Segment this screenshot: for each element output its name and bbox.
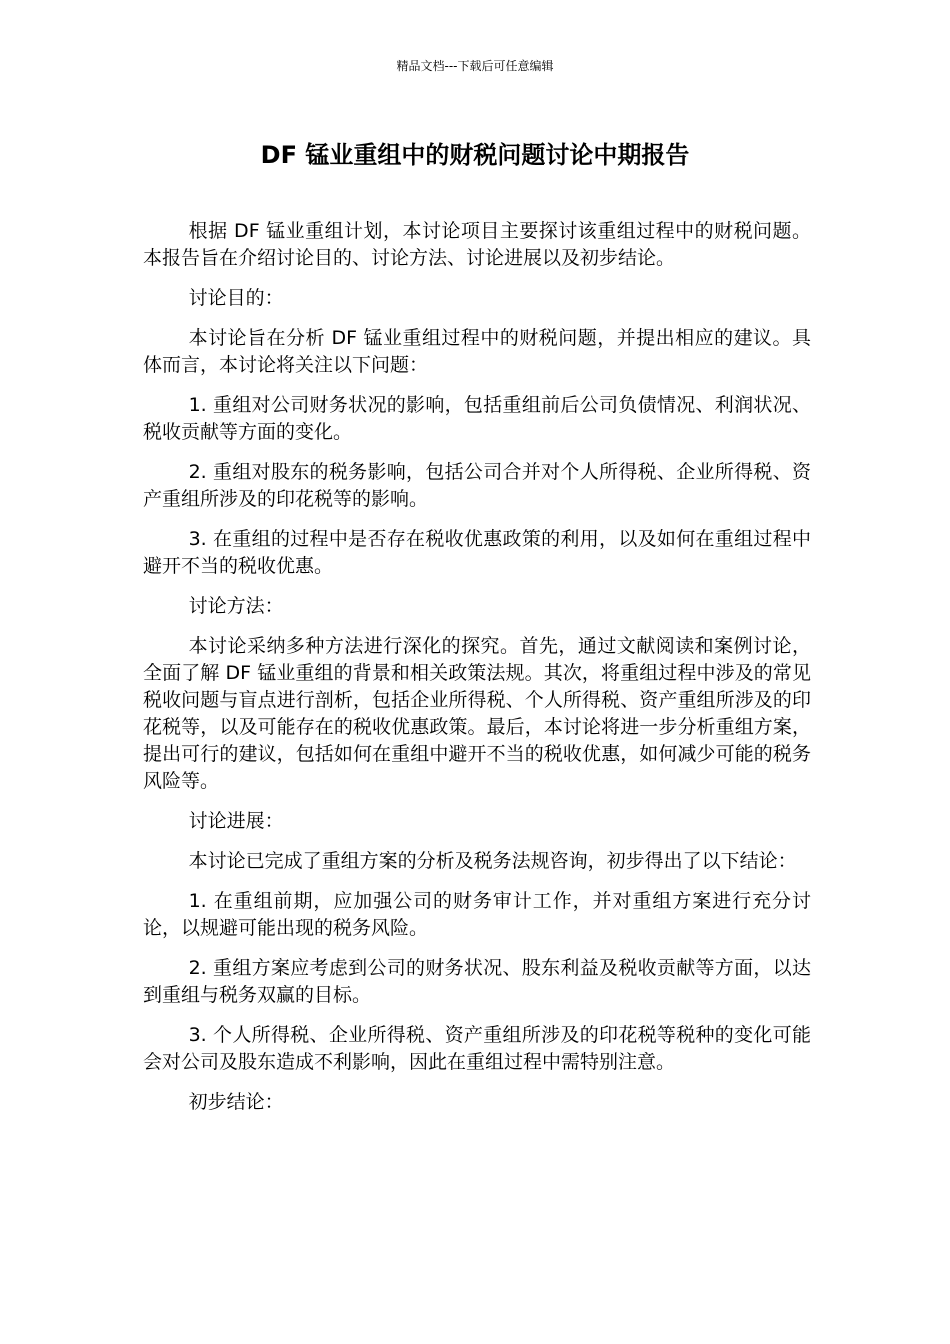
document-title: DF 锰业重组中的财税问题讨论中期报告: [260, 141, 690, 169]
method-paragraph: 本讨论采纳多种方法进行深化的探究。首先，通过文献阅读和案例讨论，全面了解 DF 锰业重组的背景和相关政策法规。其次，将重组过程中涉及的常见税收问题与盲点进行剖析，包括企业所得税、个人所得税、资产重组所涉及的印花税等，以及可能存在的税收优惠政策。最后，本讨论将进一步分析重组方案，提出可行的建议，包括如何在重组中避开不当的税收优惠，如何减少可能的税务风险等。: [143, 635, 811, 792]
progress-item-1: 1. 在重组前期，应加强公司的财务审计工作，并对重组方案进行充分讨论，以规避可能出现的税务风险。: [143, 890, 811, 939]
progress-paragraph: 本讨论已完成了重组方案的分析及税务法规咨询，初步得出了以下结论：: [188, 850, 797, 872]
purpose-item-2: 2. 重组对股东的税务影响，包括公司合并对个人所得税、企业所得税、资产重组所涉及的印花税等的影响。: [143, 461, 811, 510]
purpose-paragraph: 本讨论旨在分析 DF 锰业重组过程中的财税问题，并提出相应的建议。具体而言，本讨论将关注以下问题：: [143, 327, 811, 376]
section-heading-progress: 讨论进展：: [188, 810, 284, 832]
intro-paragraph: 根据 DF 锰业重组计划，本讨论项目主要探讨该重组过程中的财税问题。本报告旨在介绍讨论目的、讨论方法、讨论进展以及初步结论。: [143, 220, 811, 269]
section-heading-purpose: 讨论目的：: [188, 287, 284, 309]
document-body: [143, 218, 811, 1129]
progress-item-3: 3. 个人所得税、企业所得税、资产重组所涉及的印花税等税种的变化可能会对公司及股东造成不利影响，因此在重组过程中需特别注意。: [143, 1024, 811, 1073]
progress-item-2: 2. 重组方案应考虑到公司的财务状况、股东利益及税收贡献等方面，以达到重组与税务双赢的目标。: [143, 957, 811, 1006]
section-heading-method: 讨论方法：: [188, 595, 284, 617]
section-heading-conclusion: 初步结论：: [188, 1091, 284, 1113]
purpose-item-1: 1. 重组对公司财务状况的影响，包括重组前后公司负债情况、利润状况、税收贡献等方面的变化。: [143, 394, 811, 443]
page-header: 精品文档---下载后可任意编辑: [396, 59, 554, 73]
purpose-item-3: 3. 在重组的过程中是否存在税收优惠政策的利用，以及如何在重组过程中避开不当的税收优惠。: [143, 528, 811, 577]
